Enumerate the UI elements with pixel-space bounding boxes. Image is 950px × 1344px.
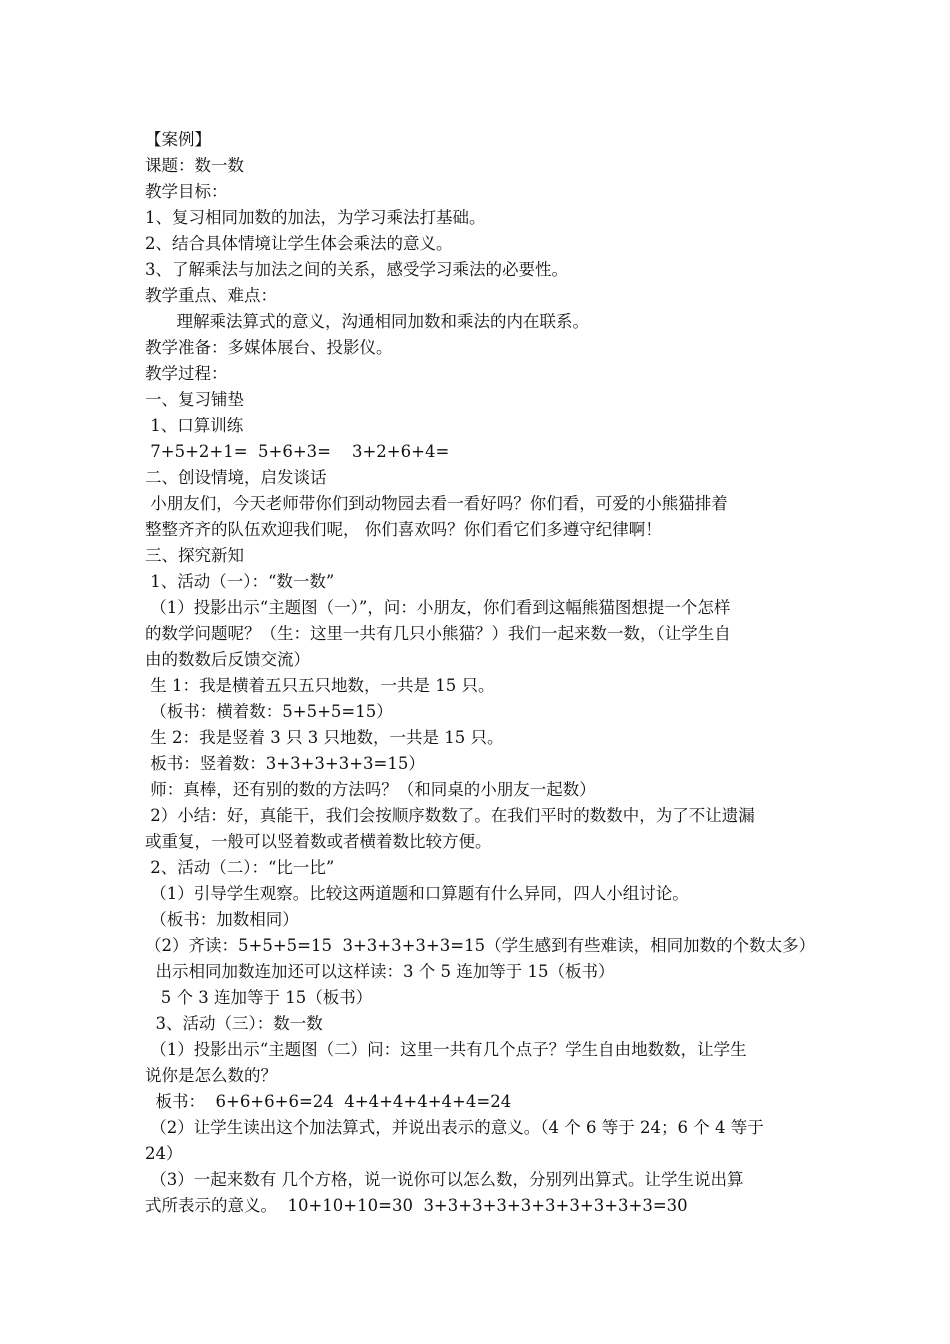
section-heading: 一、复习铺垫: [145, 390, 244, 409]
paragraph-line: 生 2：我是竖着 3 只 3 只地数，一共是 15 只。: [145, 728, 504, 747]
paragraph-line: 由的数数后反馈交流）: [145, 650, 310, 669]
key-points-text: 理解乘法算式的意义，沟通相同加数和乘法的内在联系。: [145, 312, 589, 331]
board-note: 板书： 6+6+6+6=24 4+4+4+4+4+4=24: [145, 1092, 512, 1111]
paragraph-line: 的数学问题呢？（生：这里一共有几只小熊猫？）我们一起来数一数，（让学生自: [145, 624, 731, 643]
goal-item: 2、结合具体情境让学生体会乘法的意义。: [145, 234, 453, 253]
paragraph-line: （3）一起来数有 几个方格，说一说你可以怎么数，分别列出算式。让学生说出算: [145, 1170, 744, 1189]
paragraph-line: 小朋友们，今天老师带你们到动物园去看一看好吗？你们看，可爱的小熊猫排着: [145, 494, 728, 513]
paragraph-line: 师：真棒，还有别的数的方法吗？（和同桌的小朋友一起数）: [145, 780, 596, 799]
subsection-heading: 2、活动（二）：“比一比”: [145, 858, 335, 877]
goal-item: 1、复习相同加数的加法，为学习乘法打基础。: [145, 208, 486, 227]
subsection-heading: 1、活动（一）：“数一数”: [145, 572, 335, 591]
paragraph-line: （1）引导学生观察。比较这两道题和口算题有什么异同，四人小组讨论。: [145, 884, 689, 903]
paragraph-line: 式所表示的意义。 10+10+10=30 3+3+3+3+3+3+3+3+3+3=30: [145, 1196, 688, 1215]
paragraph-line: 出示相同加数连加还可以这样读：3 个 5 连加等于 15（板书）: [145, 962, 615, 981]
paragraph-line: （1）投影出示“主题图（二）问：这里一共有几个点子？学生自由地数数，让学生: [145, 1040, 747, 1059]
document-body: [145, 127, 816, 1219]
key-points-heading: 教学重点、难点：: [145, 286, 277, 305]
paragraph-line: 或重复，一般可以竖着数或者横着数比较方便。: [145, 832, 492, 851]
process-heading: 教学过程：: [145, 364, 228, 383]
paragraph-line: （2）让学生读出这个加法算式，并说出表示的意义。（4 个 6 等于 24；6 个 4 等于: [145, 1118, 764, 1137]
section-heading: 三、探究新知: [145, 546, 244, 565]
paragraph-line: （1）投影出示“主题图（一）”，问：小朋友，你们看到这幅熊猫图想提一个怎样: [145, 598, 731, 617]
board-note: （板书：加数相同）: [145, 910, 299, 929]
paragraph-line: （2）齐读：5+5+5=15 3+3+3+3+3=15（学生感到有些难读，相同加数的个数太多）: [145, 936, 816, 955]
board-note: （板书：横着数：5+5+5=15）: [145, 702, 393, 721]
paragraph-line: 24）: [145, 1144, 183, 1163]
paragraph-line: 5 个 3 连加等于 15（板书）: [145, 988, 373, 1007]
case-heading: 【案例】: [145, 130, 211, 149]
paragraph-line: 2）小结：好，真能干，我们会按顺序数数了。在我们平时的数数中，为了不让遗漏: [145, 806, 755, 825]
lesson-topic: 课题：数一数: [145, 156, 244, 175]
preparation-text: 教学准备：多媒体展台、投影仪。: [145, 338, 393, 357]
goal-item: 3、了解乘法与加法之间的关系，感受学习乘法的必要性。: [145, 260, 568, 279]
paragraph-line: 整整齐齐的队伍欢迎我们呢， 你们喜欢吗？你们看它们多遵守纪律啊！: [145, 520, 662, 539]
subsection-heading: 3、活动（三）：数一数: [145, 1014, 323, 1033]
paragraph-line: 生 1：我是横着五只五只地数，一共是 15 只。: [145, 676, 495, 695]
paragraph-line: 说你是怎么数的？: [145, 1066, 277, 1085]
board-note: 板书：竖着数：3+3+3+3+3=15）: [145, 754, 425, 773]
section-heading: 二、创设情境，启发谈话: [145, 468, 327, 487]
arithmetic-line: 7+5+2+1= 5+6+3= 3+2+6+4=: [145, 442, 450, 461]
subsection-heading: 1、口算训练: [145, 416, 244, 435]
teaching-goals-heading: 教学目标：: [145, 182, 228, 201]
